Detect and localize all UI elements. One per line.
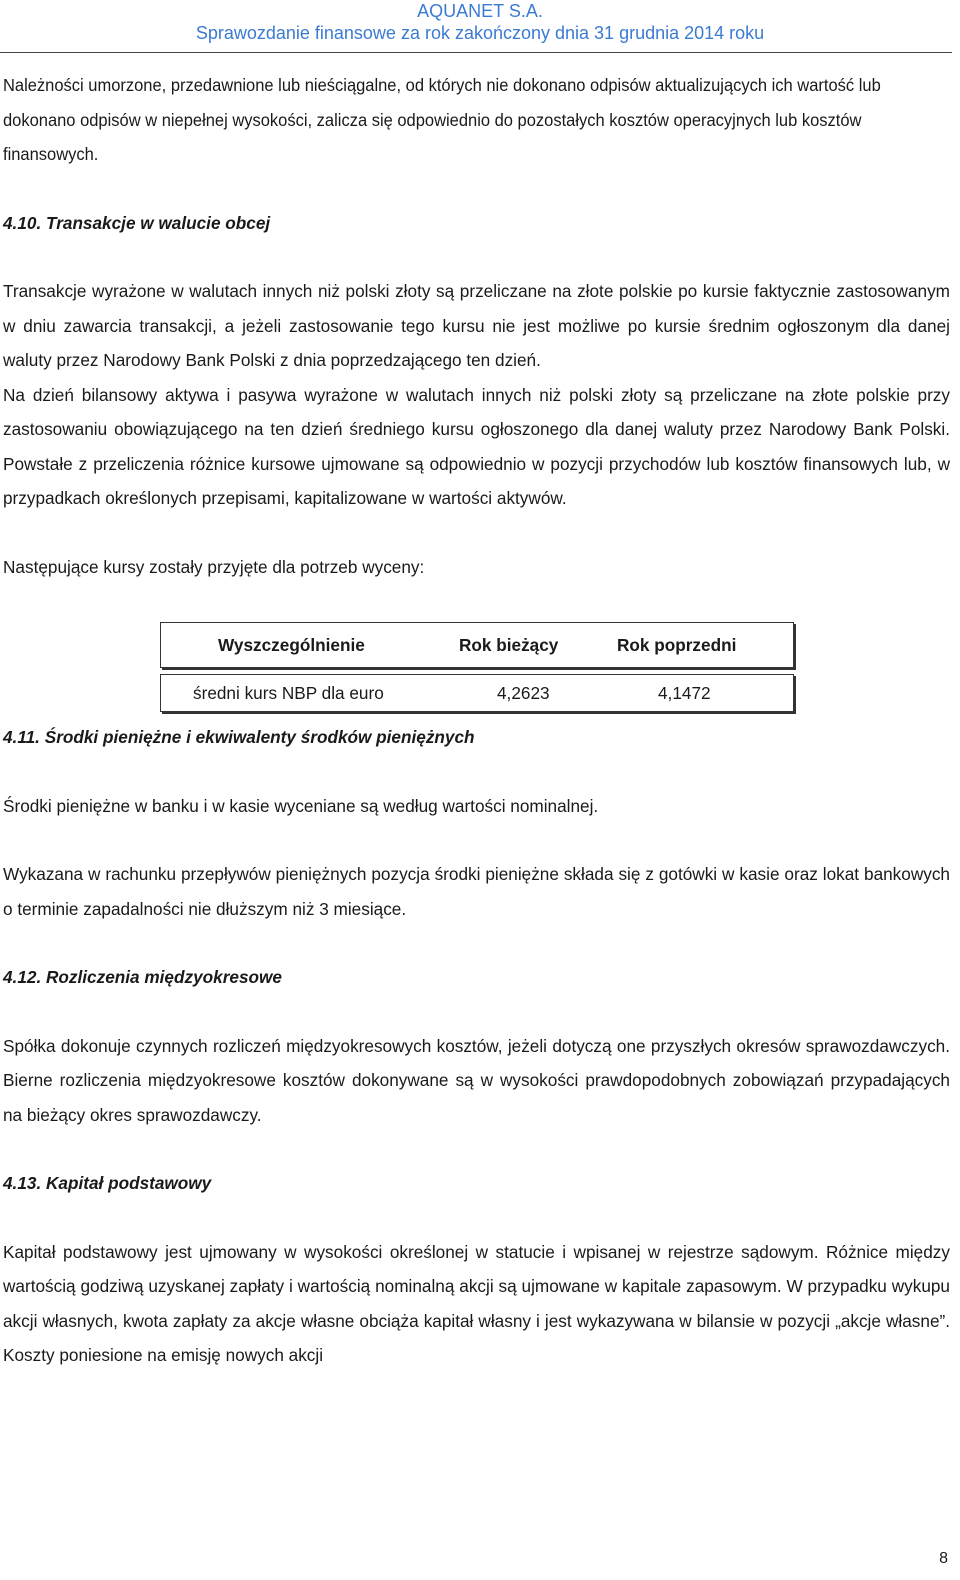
table-cell: 4,1472 — [658, 683, 711, 703]
section-title-4-12: 4.12. Rozliczenia międzyokresowe — [3, 967, 282, 987]
table-header-cell: Wyszczególnienie — [218, 635, 365, 655]
table-header-cell: Rok poprzedni — [617, 635, 737, 655]
table-header-cell: Rok bieżący — [459, 635, 559, 655]
section-title-4-10: 4.10. Transakcje w walucie obcej — [3, 212, 271, 233]
page-header — [0, 0, 960, 44]
paragraph-4-13-1: Kapitał podstawowy jest ujmowany w wysokości określonej w statucie i wpisanej w rejestrze sądowym. Różnice między wartością godziwą uzyskanej zapłaty i wartością nominalną akcji są ujmowane w kapitale zapasowym. W przypadku wykupu akcji własnych, kwota zapłaty za akcje własne obciąża kapitał własny i jest wykazywana w bilansie w pozycji „akcje własne”. Koszty poniesione na emisję nowych akcji — [3, 1241, 950, 1365]
company-name: AQUANET S.A. — [417, 1, 543, 21]
paragraph-4-12-1: Spółka dokonuje czynnych rozliczeń międzyokresowych kosztów, jeżeli dotyczą one przyszłych okresów sprawozdawczych. Bierne rozliczenia międzyokresowe kosztów dokonywane są w wysokości prawdopodobnych zobowiązań przypadających na bieżący okres sprawozdawczy. — [3, 1035, 950, 1125]
page-number: 8 — [939, 1550, 948, 1567]
table-cell: średni kurs NBP dla euro — [193, 683, 384, 703]
table-header-row — [160, 622, 794, 668]
section-title-4-13: 4.13. Kapitał podstawowy — [3, 1173, 212, 1193]
table-row — [160, 674, 794, 712]
intro-paragraph: Należności umorzone, przedawnione lub nieściągalne, od których nie dokonano odpisów aktualizujących ich wartość lub dokonano odpisów w niepełnej wysokości, zalicza się odpowiednio do pozostałych kosztów operacyjnych lub kosztów finansowych. — [3, 75, 881, 164]
paragraph-4-10-1: Transakcje wyrażone w walutach innych niż polski złoty są przeliczane na złote polskie po kursie faktycznie zastosowanym w dniu zawarcia transakcji, a jeżeli zastosowanie tego kursu nie jest możliwe po kursie średnim ogłoszonym dla danej waluty przez Narodowy Bank Polski z dnia poprzedzającego ten dzień. — [3, 281, 950, 370]
header-divider — [0, 52, 952, 53]
paragraph-4-11-1: Środki pieniężne w banku i w kasie wyceniane są według wartości nominalnej. — [3, 795, 599, 816]
table-cell: 4,2623 — [497, 683, 550, 703]
exchange-rate-table — [3, 584, 950, 720]
section-title-4-11: 4.11. Środki pieniężne i ekwiwalenty środków pieniężnych — [3, 727, 475, 747]
paragraph-4-10-2: Na dzień bilansowy aktywa i pasywa wyrażone w walutach innych niż polski złoty są przeliczane na złote polskie przy zastosowaniu obowiązującego na ten dzień średniego kursu ogłoszonego dla danej waluty przez Narodowy Bank Polski. Powstałe z przeliczenia różnice kursowe ujmowane są odpowiednio w pozycji przychodów lub kosztów finansowych lub, w przypadkach określonych przepisami, kapitalizowane w wartości aktywów. — [3, 384, 950, 508]
document-body — [3, 68, 950, 1373]
paragraph-4-11-2: Wykazana w rachunku przepływów pieniężnych pozycja środki pieniężne składa się z gotówki w kasie oraz lokat bankowych o terminie zapadalności nie dłuższym niż 3 miesiące. — [3, 864, 950, 919]
paragraph-4-10-3: Następujące kursy zostały przyjęte dla potrzeb wyceny: — [3, 556, 425, 577]
report-subtitle: Sprawozdanie finansowe za rok zakończony dnia 31 grudnia 2014 roku — [195, 23, 765, 43]
